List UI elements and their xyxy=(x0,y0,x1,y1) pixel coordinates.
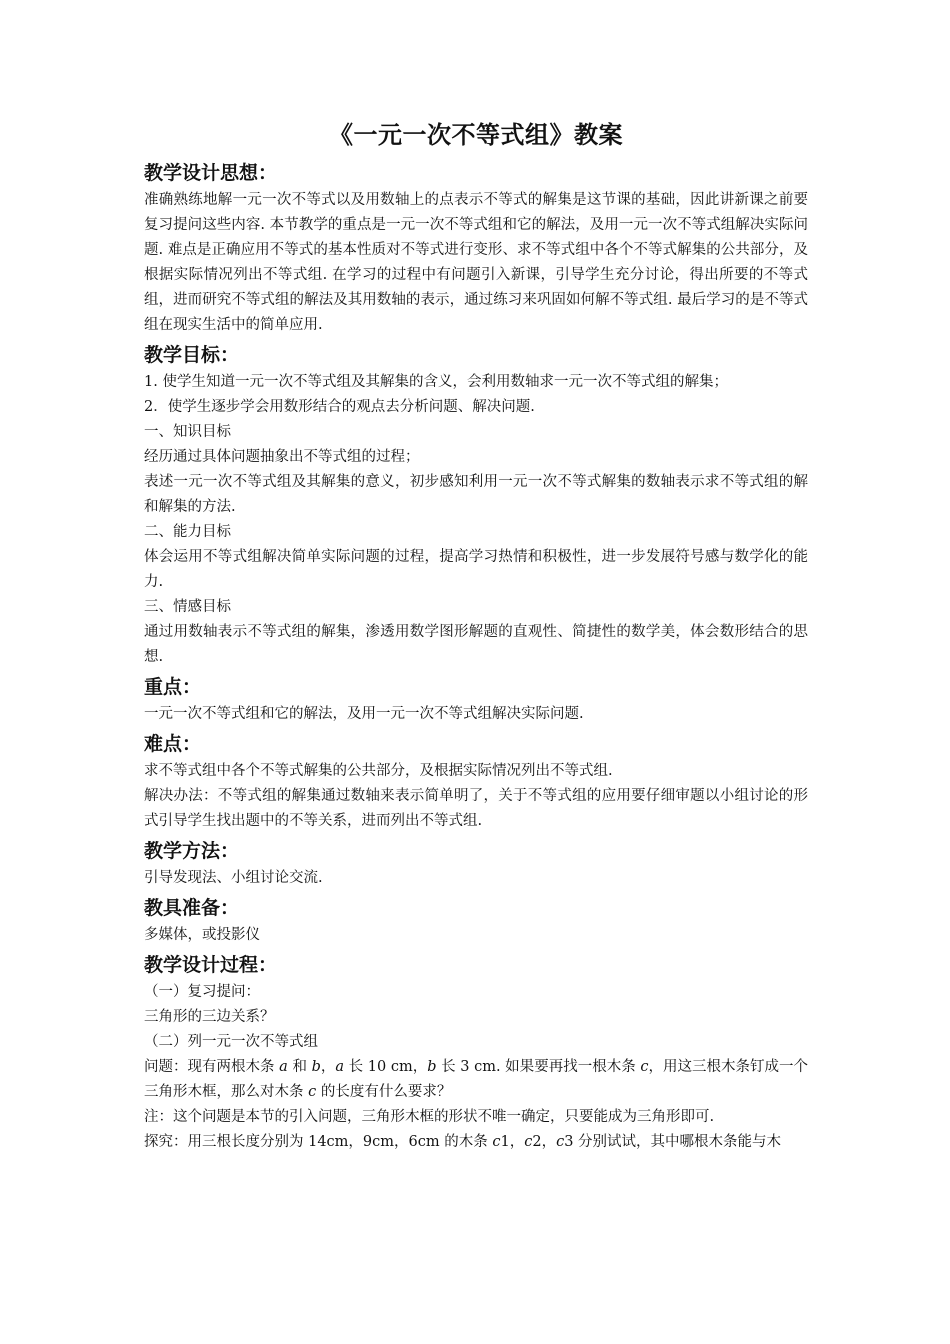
document-title: 《一元一次不等式组》教案 xyxy=(329,120,623,149)
design-thought-paragraph: 准确熟练地解一元一次不等式以及用数轴上的点表示不等式的解集是这节课的基础，因此讲新课之前要复习提问这些内容. 本节教学的重点是一元一次不等式组和它的解法，及用一元一次不等式组解决实际问题. 难点是正确应用不等式的基本性质对不等式进行变形、求不等式组中各个不等式解集的公共部分，及根据实际情况列出不等式组. 在学习的过程中有问题引入新课，引导学生充分讨论，得出所要的不等式组，进而研究不等式组的解法及其用数轴的表示，通过练习来巩固如何解不等式组. 最后学习的是不等式组在现实生活中的简单应用. xyxy=(144,192,808,333)
heading-tools: 教具准备： xyxy=(144,897,240,919)
heading-key-point: 重点： xyxy=(144,676,202,698)
knowledge-goal-2: 表述一元一次不等式组及其解集的意义，初步感知利用一元一次不等式解集的数轴表示求不等式组的解和解集的方法. xyxy=(144,474,808,515)
tools-text: 多媒体，或投影仪 xyxy=(144,927,260,943)
heading-goals: 教学目标： xyxy=(144,344,240,366)
difficulty-text: 求不等式组中各个不等式解集的公共部分，及根据实际情况列出不等式组. xyxy=(144,763,613,779)
goal-item-2: 2．使学生逐步学会用数形结合的观点去分析问题、解决问题. xyxy=(144,399,535,415)
heading-method: 教学方法： xyxy=(144,840,240,862)
goal-item-1: 1. 使学生知道一元一次不等式组及其解集的含义，会利用数轴求一元一次不等式组的解集； xyxy=(144,374,728,390)
process-step-1: （一）复习提问： xyxy=(144,984,260,1000)
document-page xyxy=(144,118,808,1155)
process-question: 三角形的三边关系？ xyxy=(144,1009,275,1025)
explore-paragraph: 探究：用三根长度分别为 14cm，9cm，6cm 的木条 c1，c2，c3 分别试试，其中哪根木条能与木 xyxy=(144,1134,782,1150)
heading-difficulty: 难点： xyxy=(144,733,202,755)
process-step-2: （二）列一元一次不等式组 xyxy=(144,1034,318,1050)
knowledge-goal-1: 经历通过具体问题抽象出不等式组的过程； xyxy=(144,449,420,465)
difficulty-solution: 解决办法：不等式组的解集通过数轴来表示简单明了，关于不等式组的应用要仔细审题以小组讨论的形式引导学生找出题中的不等关系，进而列出不等式组. xyxy=(144,788,808,829)
ability-goal-heading: 二、能力目标 xyxy=(144,524,231,540)
ability-goal-1: 体会运用不等式组解决简单实际问题的过程，提高学习热情和积极性，进一步发展符号感与数学化的能力. xyxy=(144,549,808,590)
knowledge-goal-heading: 一、知识目标 xyxy=(144,424,231,440)
note-paragraph: 注：这个问题是本节的引入问题，三角形木框的形状不唯一确定，只要能成为三角形即可. xyxy=(144,1109,715,1125)
heading-process: 教学设计过程： xyxy=(144,954,278,976)
heading-design-thought: 教学设计思想： xyxy=(144,162,278,184)
emotion-goal-heading: 三、情感目标 xyxy=(144,599,231,615)
method-text: 引导发现法、小组讨论交流. xyxy=(144,870,323,886)
emotion-goal-1: 通过用数轴表示不等式组的解集，渗透用数学图形解题的直观性、简捷性的数学美，体会数形结合的思想. xyxy=(144,624,808,665)
key-point-text: 一元一次不等式组和它的解法，及用一元一次不等式组解决实际问题. xyxy=(144,706,584,722)
problem-paragraph: 问题：现有两根木条 a 和 b，a 长 10 cm，b 长 3 cm. 如果要再找一根木条 c，用这三根木条钉成一个三角形木框，那么对木条 c 的长度有什么要求？ xyxy=(144,1059,809,1100)
